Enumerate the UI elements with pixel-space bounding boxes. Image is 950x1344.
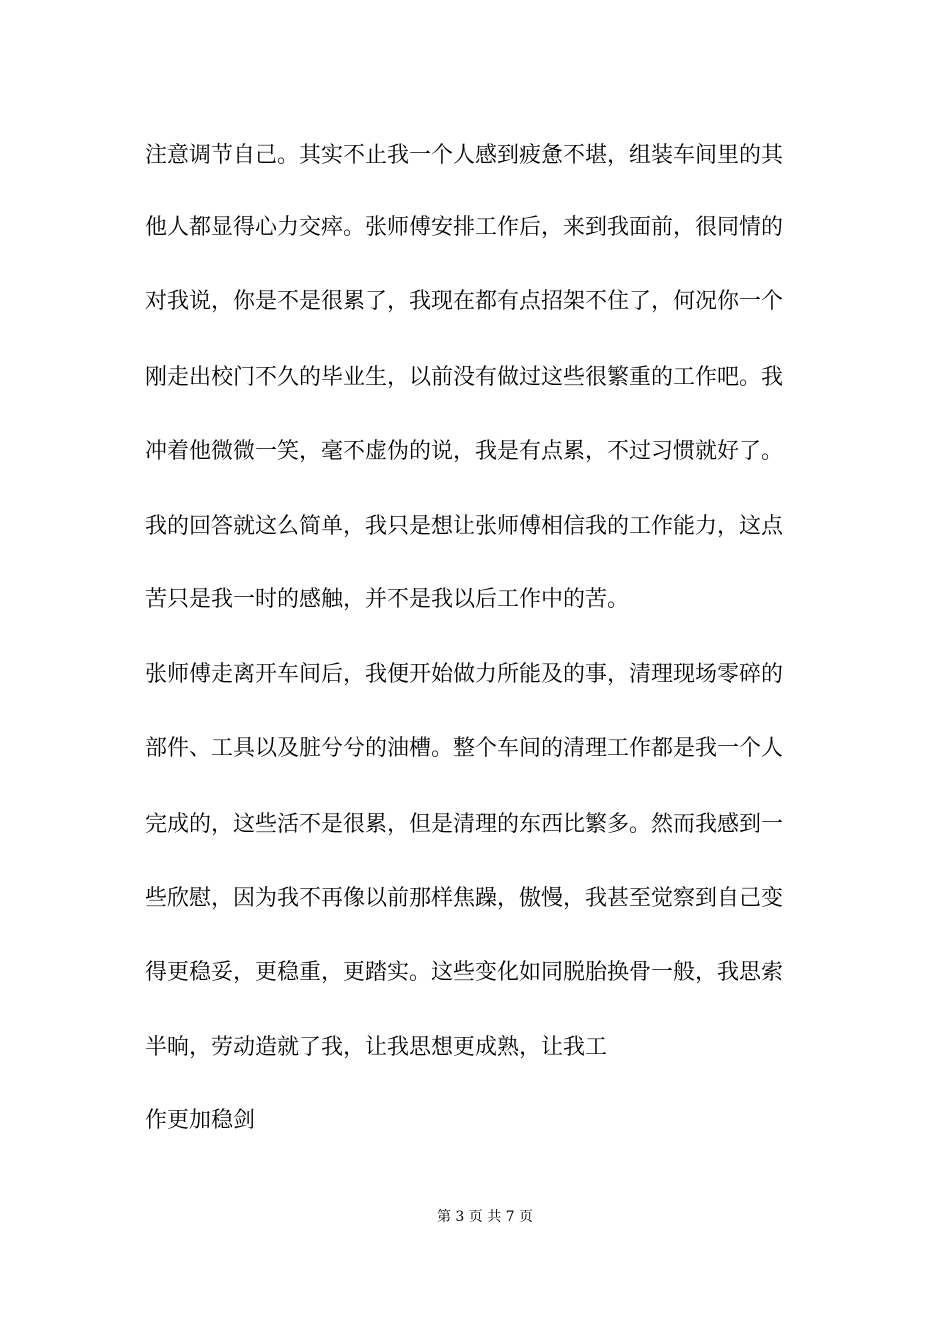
body-text-line: 注意调节自己。其实不止我一个人感到疲惫不堪，组装车间里的其 (145, 143, 784, 168)
body-text-line: 他人都显得心力交瘁。张师傅安排工作后，来到我面前，很同情的 (145, 215, 784, 240)
body-text-line: 部件、工具以及脏兮兮的油槽。整个车间的清理工作都是我一个人 (145, 736, 784, 761)
body-text-line: 半晌，劳动造就了我，让我思想更成熟，让我工 (145, 1035, 608, 1060)
body-text-line: 我的回答就这么简单，我只是想让张师傅相信我的工作能力，这点 (145, 514, 784, 539)
body-text-line: 对我说，你是不是很累了，我现在都有点招架不住了，何况你一个 (145, 289, 784, 314)
body-text-line: 冲着他微微一笑，毫不虚伪的说，我是有点累，不过习惯就好了。 (145, 439, 784, 464)
body-text-line: 完成的，这些活不是很累，但是清理的东西比繁多。然而我感到一 (145, 812, 784, 837)
body-text-line: 些欣慰，因为我不再像以前那样焦躁，傲慢，我甚至觉察到自己变 (145, 886, 784, 911)
body-text-line: 刚走出校门不久的毕业生，以前没有做过这些很繁重的工作吧。我 (145, 365, 784, 390)
page-number: 第 3 页 共 7 页 (436, 1209, 534, 1225)
page-footer (0, 1207, 950, 1227)
body-text-line: 作更加稳剑 (145, 1108, 256, 1133)
body-text-line: 张师傅走离开车间后，我便开始做力所能及的事，清理现场零碎的 (145, 662, 784, 687)
body-text-line: 得更稳妥，更稳重，更踏实。这些变化如同脱胎换骨一般，我思索 (145, 960, 784, 985)
body-text-line: 苦只是我一时的感触，并不是我以后工作中的苦。 (145, 587, 630, 612)
